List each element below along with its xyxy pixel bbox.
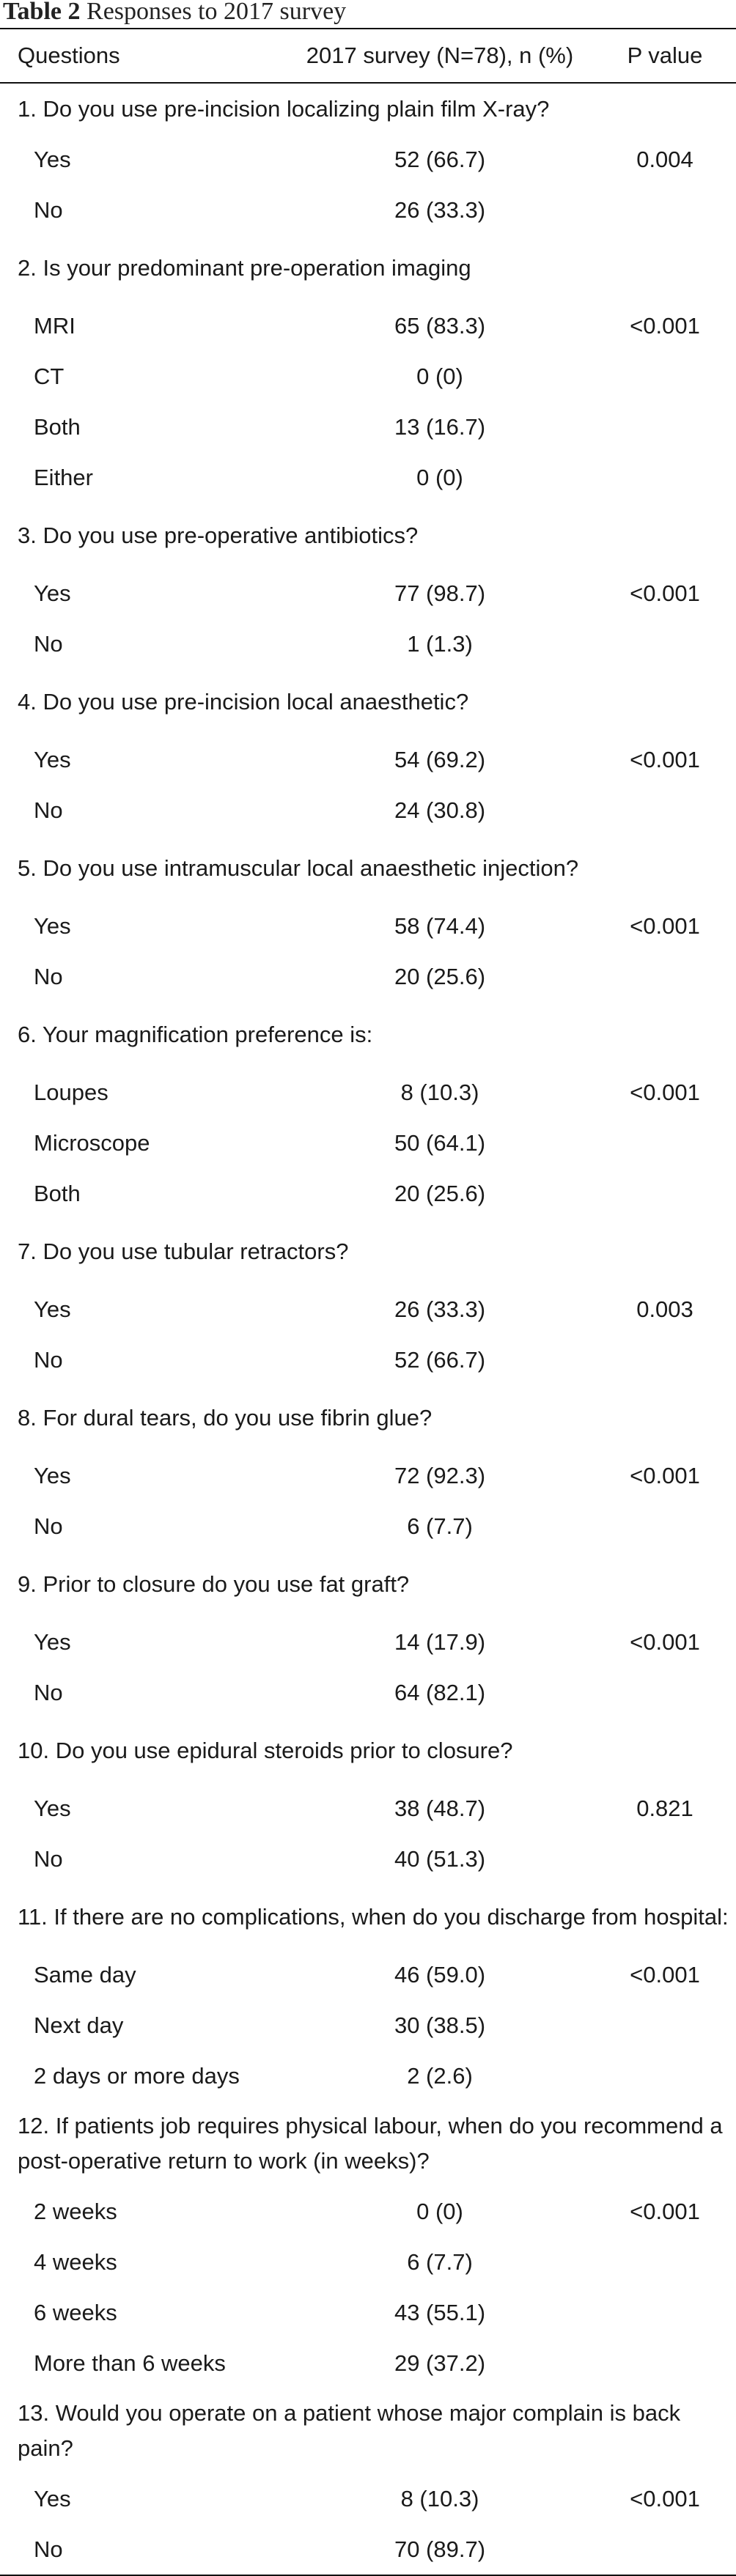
table-caption — [0, 0, 736, 28]
answer-value: 38 (48.7) — [394, 1795, 486, 1821]
answer-row — [0, 185, 736, 235]
p-value — [594, 2051, 736, 2101]
question-text: 4. Do you use pre-incision local anaesthetic? — [18, 688, 469, 715]
question-row — [0, 84, 736, 134]
answer-row — [0, 568, 736, 619]
answer-value: 0 (0) — [416, 464, 463, 490]
p-value: 0.004 — [636, 146, 693, 172]
answer-row — [0, 1168, 736, 1219]
answer-label: No — [34, 963, 63, 989]
answer-value: 72 (92.3) — [394, 1462, 486, 1488]
answer-row — [0, 452, 736, 503]
question-row — [0, 2101, 736, 2186]
question-row — [0, 1718, 736, 1783]
answer-row — [0, 2186, 736, 2237]
answer-row — [0, 1667, 736, 1718]
answer-value: 6 (7.7) — [407, 2248, 473, 2275]
p-value — [594, 785, 736, 835]
answer-label: Yes — [34, 580, 71, 606]
question-row — [0, 235, 736, 300]
answer-value: 58 (74.4) — [394, 912, 486, 939]
answer-row — [0, 2524, 736, 2575]
answer-row — [0, 1501, 736, 1551]
answer-value: 54 (69.2) — [394, 746, 486, 772]
answer-value: 24 (30.8) — [394, 797, 486, 823]
answer-row — [0, 2237, 736, 2287]
answer-row — [0, 619, 736, 669]
answer-value: 50 (64.1) — [394, 1129, 486, 1156]
answer-label: Same day — [34, 1961, 136, 1988]
answer-value: 13 (16.7) — [394, 413, 486, 440]
p-value — [594, 1168, 736, 1219]
answer-label: CT — [34, 363, 65, 389]
answer-value: 2 (2.6) — [407, 2062, 473, 2089]
answer-value: 1 (1.3) — [407, 630, 473, 657]
header-row — [0, 29, 736, 83]
question-row — [0, 669, 736, 734]
answer-value: 30 (38.5) — [394, 2012, 486, 2038]
answer-label: Yes — [34, 2485, 71, 2512]
answer-row — [0, 901, 736, 951]
question-row — [0, 1219, 736, 1284]
answer-row — [0, 1617, 736, 1667]
answer-value: 8 (10.3) — [400, 2485, 479, 2512]
p-value: 0.003 — [636, 1296, 693, 1322]
header-pvalue: P value — [627, 43, 703, 68]
answer-value: 46 (59.0) — [394, 1961, 486, 1988]
question-row — [0, 1002, 736, 1067]
header-survey: 2017 survey (N=78), n (%) — [306, 43, 574, 68]
answer-row — [0, 1783, 736, 1834]
question-row — [0, 1385, 736, 1450]
answer-label: MRI — [34, 312, 76, 339]
p-value — [594, 1501, 736, 1551]
answer-label: Microscope — [34, 1129, 150, 1156]
p-value: <0.001 — [630, 580, 700, 606]
answer-label: No — [34, 2536, 63, 2562]
header-questions: Questions — [18, 43, 120, 68]
answer-row — [0, 1834, 736, 1884]
question-text: 6. Your magnification preference is: — [18, 1021, 373, 1047]
answer-label: Yes — [34, 1795, 71, 1821]
p-value — [594, 1335, 736, 1385]
answer-row — [0, 1118, 736, 1168]
answer-row — [0, 1450, 736, 1501]
question-text: 10. Do you use epidural steroids prior to closure? — [18, 1737, 513, 1763]
question-text: 11. If there are no complications, when do you discharge from hospital: — [18, 1903, 729, 1930]
answer-label: Both — [34, 413, 81, 440]
answer-label: No — [34, 196, 63, 223]
answer-label: Yes — [34, 912, 71, 939]
answer-label: 4 weeks — [34, 2248, 117, 2275]
p-value — [594, 402, 736, 452]
answer-row — [0, 1067, 736, 1118]
p-value: <0.001 — [630, 912, 700, 939]
question-row — [0, 1551, 736, 1617]
answer-label: Yes — [34, 1462, 71, 1488]
answer-label: 2 weeks — [34, 2198, 117, 2224]
question-text: 5. Do you use intramuscular local anaesthetic injection? — [18, 855, 579, 881]
answer-value: 0 (0) — [416, 363, 463, 389]
answer-row — [0, 951, 736, 1002]
p-value: <0.001 — [630, 2485, 700, 2512]
question-text: 8. For dural tears, do you use fibrin glue? — [18, 1404, 433, 1431]
answer-label: No — [34, 1513, 63, 1539]
answer-value: 0 (0) — [416, 2198, 463, 2224]
table-caption-label: Table 2 — [3, 0, 81, 25]
p-value — [594, 1118, 736, 1168]
answer-value: 26 (33.3) — [394, 196, 486, 223]
answer-value: 52 (66.7) — [394, 146, 486, 172]
answer-value: 26 (33.3) — [394, 1296, 486, 1322]
answer-value: 77 (98.7) — [394, 580, 486, 606]
p-value: <0.001 — [630, 312, 700, 339]
question-text: 12. If patients job requires physical labour, when do you recommend a post-operative return to work (in weeks)? — [18, 2113, 723, 2174]
answer-row — [0, 2473, 736, 2524]
p-value — [594, 951, 736, 1002]
answer-row — [0, 351, 736, 402]
answer-row — [0, 785, 736, 835]
answer-value: 70 (89.7) — [394, 2536, 486, 2562]
p-value — [594, 351, 736, 402]
answer-value: 43 (55.1) — [394, 2299, 486, 2325]
p-value: <0.001 — [630, 1628, 700, 1655]
question-row — [0, 835, 736, 901]
answer-value: 14 (17.9) — [394, 1628, 486, 1655]
answer-row — [0, 2338, 736, 2388]
answer-value: 29 (37.2) — [394, 2350, 486, 2376]
answer-label: 6 weeks — [34, 2299, 117, 2325]
question-row — [0, 1884, 736, 1949]
p-value — [594, 2237, 736, 2287]
answer-label: No — [34, 797, 63, 823]
answer-label: More than 6 weeks — [34, 2350, 226, 2376]
p-value — [594, 452, 736, 503]
answer-label: Next day — [34, 2012, 124, 2038]
answer-label: 2 days or more days — [34, 2062, 240, 2089]
answer-row — [0, 2000, 736, 2051]
p-value: <0.001 — [630, 1079, 700, 1105]
answer-label: Loupes — [34, 1079, 108, 1105]
answer-value: 52 (66.7) — [394, 1346, 486, 1373]
answer-row — [0, 734, 736, 785]
answer-row — [0, 300, 736, 351]
question-row — [0, 503, 736, 568]
p-value — [594, 2338, 736, 2388]
question-text: 9. Prior to closure do you use fat graft? — [18, 1571, 410, 1597]
question-text: 2. Is your predominant pre-operation imaging — [18, 254, 471, 281]
p-value: <0.001 — [630, 1462, 700, 1488]
p-value — [594, 185, 736, 235]
table-body — [0, 84, 736, 2575]
p-value — [594, 2000, 736, 2051]
p-value: 0.821 — [636, 1795, 693, 1821]
p-value: <0.001 — [630, 1961, 700, 1988]
answer-row — [0, 1335, 736, 1385]
answer-value: 20 (25.6) — [394, 963, 486, 989]
answer-value: 20 (25.6) — [394, 1180, 486, 1206]
answer-label: Yes — [34, 746, 71, 772]
question-row — [0, 2388, 736, 2473]
answer-value: 40 (51.3) — [394, 1845, 486, 1872]
answer-row — [0, 2051, 736, 2101]
table-caption-title: Responses to 2017 survey — [87, 0, 347, 25]
answer-value: 8 (10.3) — [400, 1079, 479, 1105]
p-value: <0.001 — [630, 746, 700, 772]
answer-row — [0, 134, 736, 185]
answer-row — [0, 1949, 736, 2000]
answer-label: Both — [34, 1180, 81, 1206]
answer-label: No — [34, 1845, 63, 1872]
answer-label: Yes — [34, 1628, 71, 1655]
answer-label: Yes — [34, 1296, 71, 1322]
answer-label: No — [34, 1346, 63, 1373]
p-value — [594, 1834, 736, 1884]
p-value — [594, 2524, 736, 2575]
survey-table — [0, 29, 736, 2575]
question-text: 13. Would you operate on a patient whose major complain is back pain? — [18, 2400, 681, 2461]
answer-row — [0, 402, 736, 452]
p-value — [594, 619, 736, 669]
answer-row — [0, 1284, 736, 1335]
answer-label: No — [34, 1679, 63, 1705]
p-value: <0.001 — [630, 2198, 700, 2224]
table-header — [0, 29, 736, 84]
answer-value: 6 (7.7) — [407, 1513, 473, 1539]
answer-label: No — [34, 630, 63, 657]
p-value — [594, 2287, 736, 2338]
question-text: 3. Do you use pre-operative antibiotics? — [18, 522, 419, 548]
question-text: 1. Do you use pre-incision localizing plain film X-ray? — [18, 95, 550, 122]
answer-label: Either — [34, 464, 93, 490]
answer-label: Yes — [34, 146, 71, 172]
question-text: 7. Do you use tubular retractors? — [18, 1238, 349, 1264]
answer-value: 65 (83.3) — [394, 312, 486, 339]
p-value — [594, 1667, 736, 1718]
answer-row — [0, 2287, 736, 2338]
answer-value: 64 (82.1) — [394, 1679, 486, 1705]
